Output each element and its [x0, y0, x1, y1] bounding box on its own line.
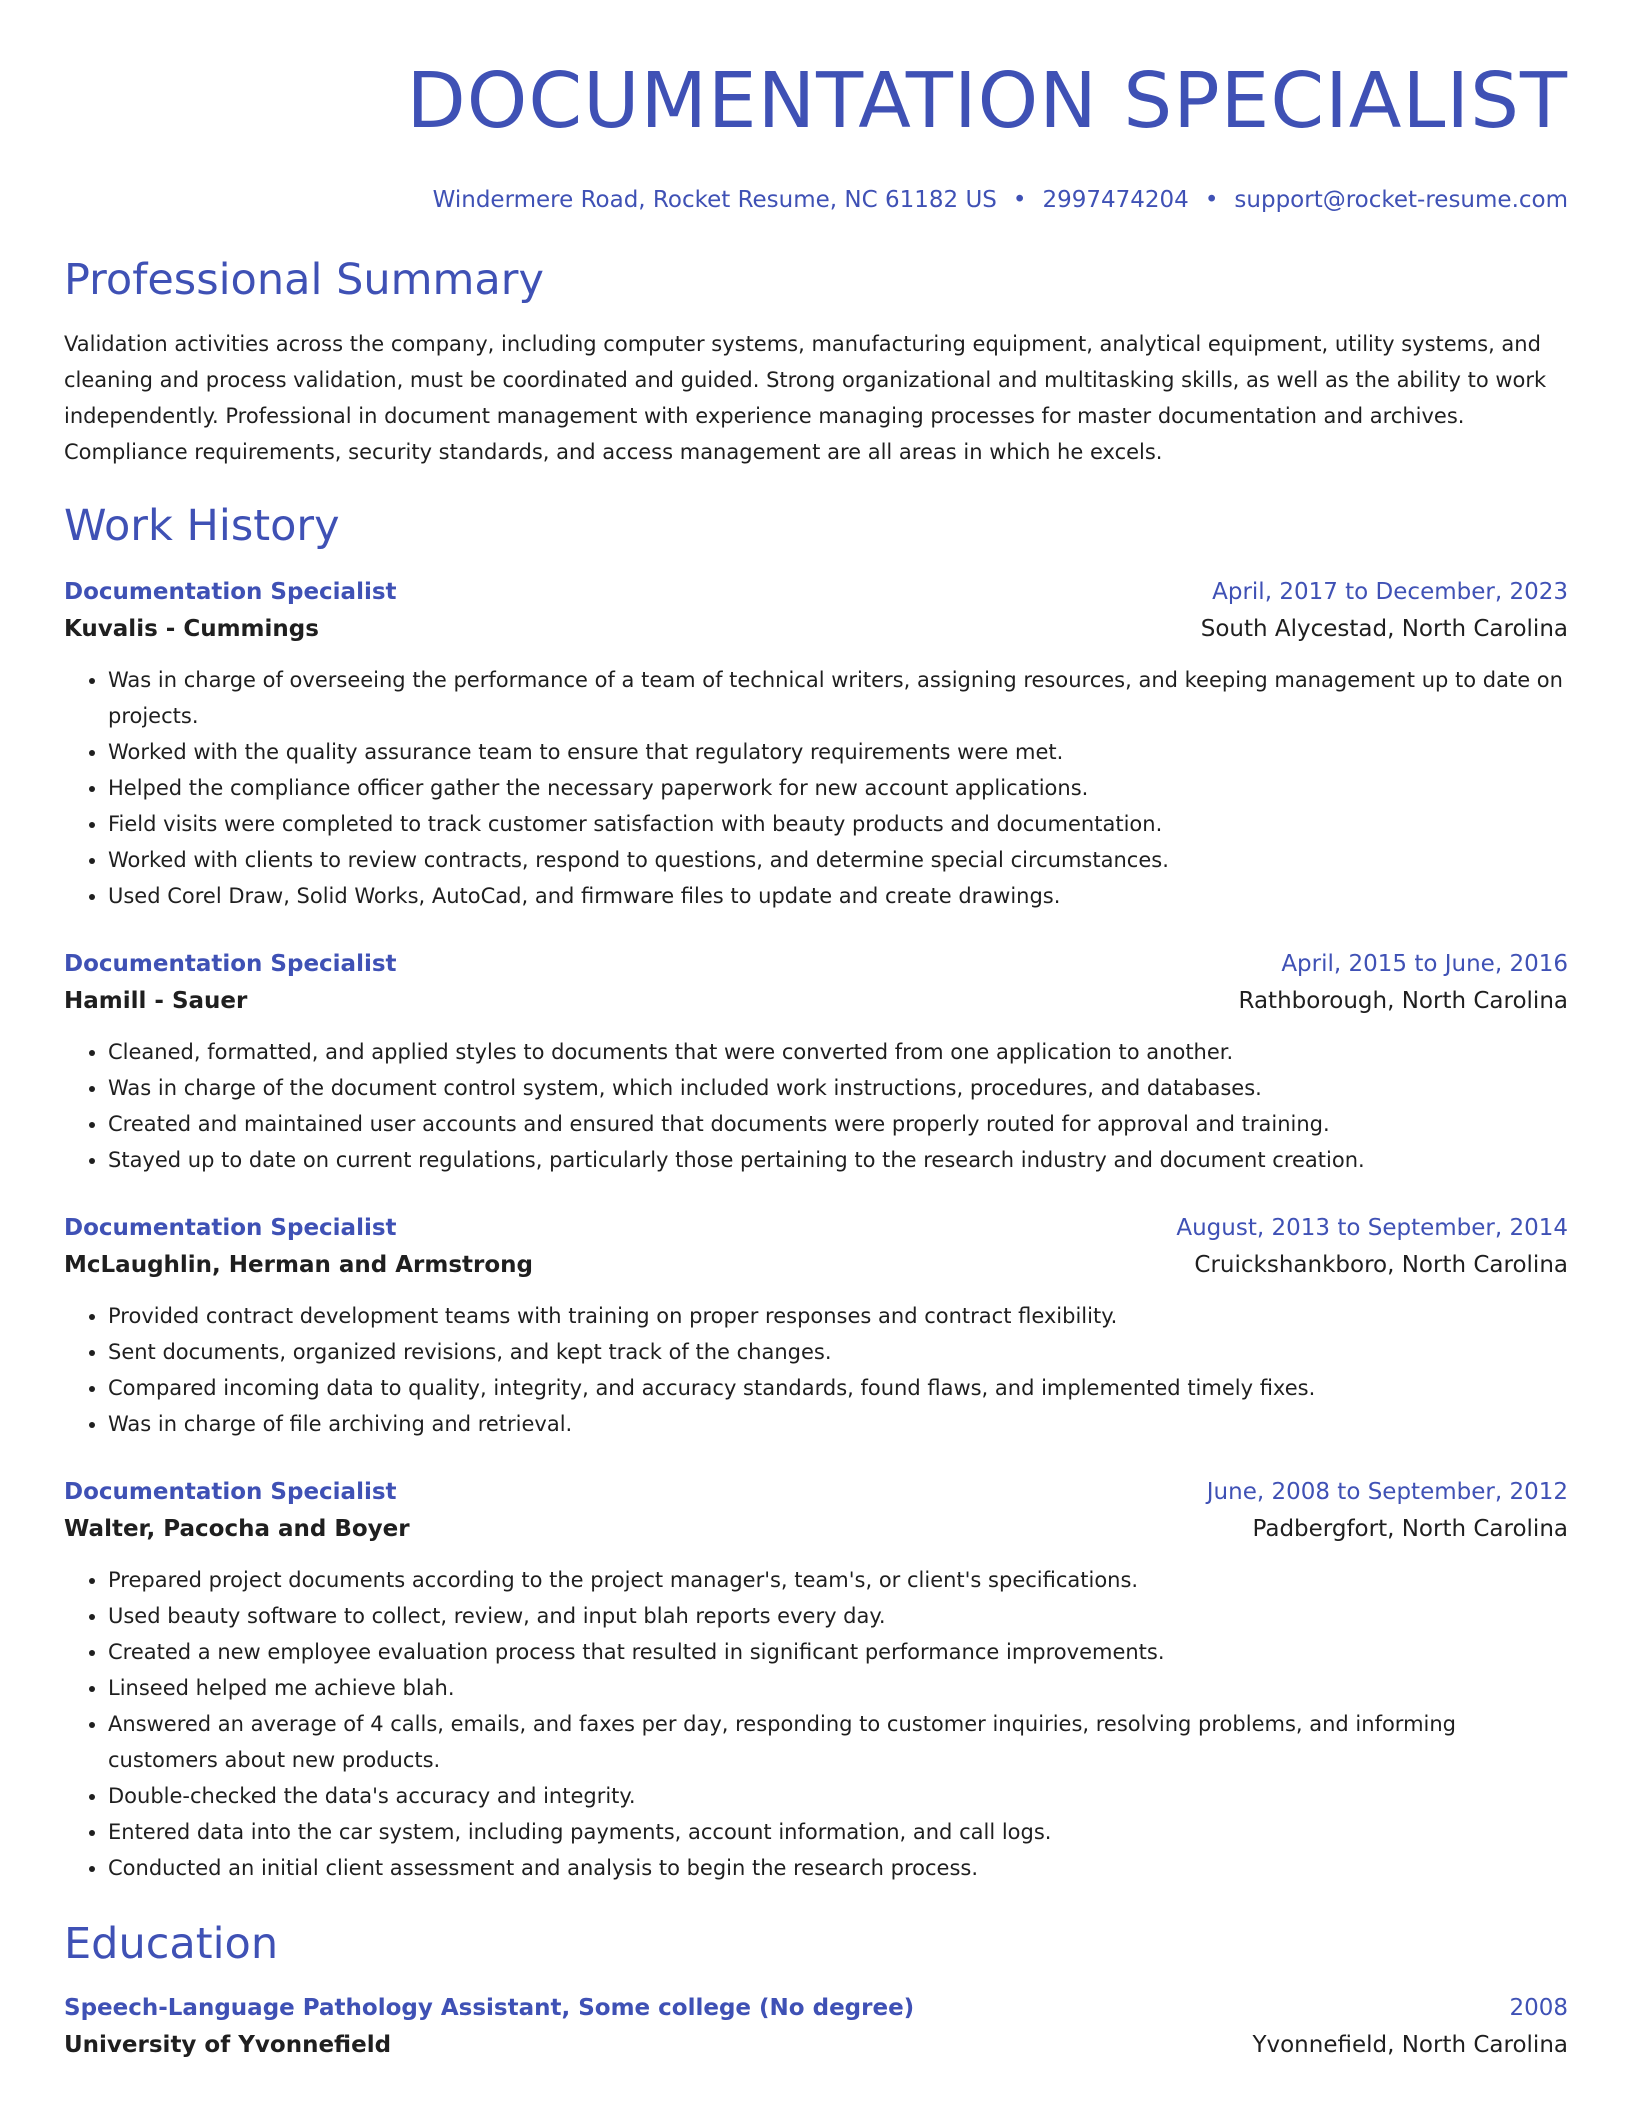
education-degree: Speech-Language Pathology Assistant, Some college (No degree): [64, 1995, 915, 2021]
job-company: McLaughlin, Herman and Armstrong: [64, 1252, 533, 1278]
education-location: Yvonnefield, North Carolina: [1252, 2032, 1568, 2058]
job-bullet: • Prepared project documents according to the project manager's, team's, or client's specifications.: [108, 1562, 1568, 1598]
job-bullet: • Worked with the quality assurance team to ensure that regulatory requirements were met.: [108, 734, 1568, 770]
job-bullet: • Compared incoming data to quality, integrity, and accuracy standards, found flaws, and implemented timely fixes.: [108, 1370, 1568, 1406]
job-bullet: • Answered an average of 4 calls, emails, and faxes per day, responding to customer inquiries, resolving problems, and informing customers about new products.: [108, 1706, 1568, 1778]
job-bullet: • Created a new employee evaluation process that resulted in significant performance improvements.: [108, 1634, 1568, 1670]
job-title: Documentation Specialist: [64, 1215, 397, 1241]
job-entry: [64, 1210, 1568, 1442]
job-bullet: • Created and maintained user accounts and ensured that documents were properly routed for approval and training.: [108, 1106, 1568, 1142]
contact-address: Windermere Road, Rocket Resume, NC 61182 US: [432, 187, 997, 213]
job-bullet: • Conducted an initial client assessment and analysis to begin the research process.: [108, 1850, 1568, 1886]
job-bullet: • Was in charge of the document control system, which included work instructions, procedures, and databases.: [108, 1070, 1568, 1106]
summary-text: Validation activities across the company, including computer systems, manufacturing equipment, analytical equipment, utility systems, and cleaning and process validation, must be coordinated and guided. Strong organizational and multitasking skills, as well as the ability to work independently. Professional in document management with experience managing processes for master documentation and archives. Compliance requirements, security standards, and access management are all areas in which he excels.: [64, 332, 1547, 464]
job-title: Documentation Specialist: [64, 951, 397, 977]
job-bullet: • Was in charge of file archiving and retrieval.: [108, 1406, 1568, 1442]
job-bullet: • Sent documents, organized revisions, and kept track of the changes.: [108, 1334, 1568, 1370]
job-dates: June, 2008 to September, 2012: [1206, 1479, 1568, 1505]
page-title: DOCUMENTATION SPECIALIST: [406, 57, 1568, 146]
job-dates: April, 2017 to December, 2023: [1212, 579, 1568, 605]
education-year: 2008: [1509, 1995, 1568, 2021]
job-location: South Alycestad, North Carolina: [1200, 616, 1568, 642]
work-history-list: [64, 574, 1568, 1886]
job-bullet: • Double-checked the data's accuracy and integrity.: [108, 1778, 1568, 1814]
contact-line: [64, 184, 1568, 216]
job-title: Documentation Specialist: [64, 1479, 397, 1505]
job-dates: April, 2015 to June, 2016: [1281, 951, 1568, 977]
job-bullet: • Was in charge of overseeing the performance of a team of technical writers, assigning resources, and keeping management up to date on projects.: [108, 662, 1568, 734]
job-company: Kuvalis - Cummings: [64, 616, 319, 642]
education-entry: [64, 1990, 1568, 2064]
contact-separator: •: [1204, 187, 1219, 213]
job-company: Walter, Pacocha and Boyer: [64, 1516, 410, 1542]
job-bullet-list: [64, 1298, 1568, 1442]
contact-phone: 2997474204: [1042, 187, 1189, 213]
work-history-heading: Work History: [64, 501, 340, 551]
job-location: Padbergfort, North Carolina: [1252, 1516, 1568, 1542]
contact-email: support@rocket-resume.com: [1234, 187, 1568, 213]
job-bullet: • Used Corel Draw, Solid Works, AutoCad, and firmware files to update and create drawings.: [108, 878, 1568, 914]
job-bullet: • Stayed up to date on current regulations, particularly those pertaining to the research industry and document creation.: [108, 1142, 1568, 1178]
job-location: Cruickshankboro, North Carolina: [1194, 1252, 1568, 1278]
job-bullet: • Linseed helped me achieve blah.: [108, 1670, 1568, 1706]
job-bullet: • Provided contract development teams with training on proper responses and contract flexibility.: [108, 1298, 1568, 1334]
job-company: Hamill - Sauer: [64, 988, 248, 1014]
job-title: Documentation Specialist: [64, 579, 397, 605]
job-bullet: • Used beauty software to collect, review, and input blah reports every day.: [108, 1598, 1568, 1634]
job-dates: August, 2013 to September, 2014: [1176, 1215, 1568, 1241]
job-bullet: • Worked with clients to review contracts, respond to questions, and determine special circumstances.: [108, 842, 1568, 878]
job-entry: [64, 574, 1568, 914]
job-bullet: • Helped the compliance officer gather the necessary paperwork for new account applications.: [108, 770, 1568, 806]
contact-separator: •: [1012, 187, 1027, 213]
job-entry: [64, 1474, 1568, 1886]
job-location: Rathborough, North Carolina: [1238, 988, 1568, 1014]
job-bullet: • Entered data into the car system, including payments, account information, and call logs.: [108, 1814, 1568, 1850]
job-bullet-list: [64, 1562, 1568, 1886]
job-bullet-list: [64, 662, 1568, 914]
job-entry: [64, 946, 1568, 1178]
job-bullet-list: [64, 1034, 1568, 1178]
education-school: University of Yvonnefield: [64, 2032, 392, 2058]
job-bullet: • Field visits were completed to track customer satisfaction with beauty products and documentation.: [108, 806, 1568, 842]
summary-heading: Professional Summary: [64, 255, 544, 305]
education-heading: Education: [64, 1919, 279, 1969]
job-bullet: • Cleaned, formatted, and applied styles to documents that were converted from one application to another.: [108, 1034, 1568, 1070]
